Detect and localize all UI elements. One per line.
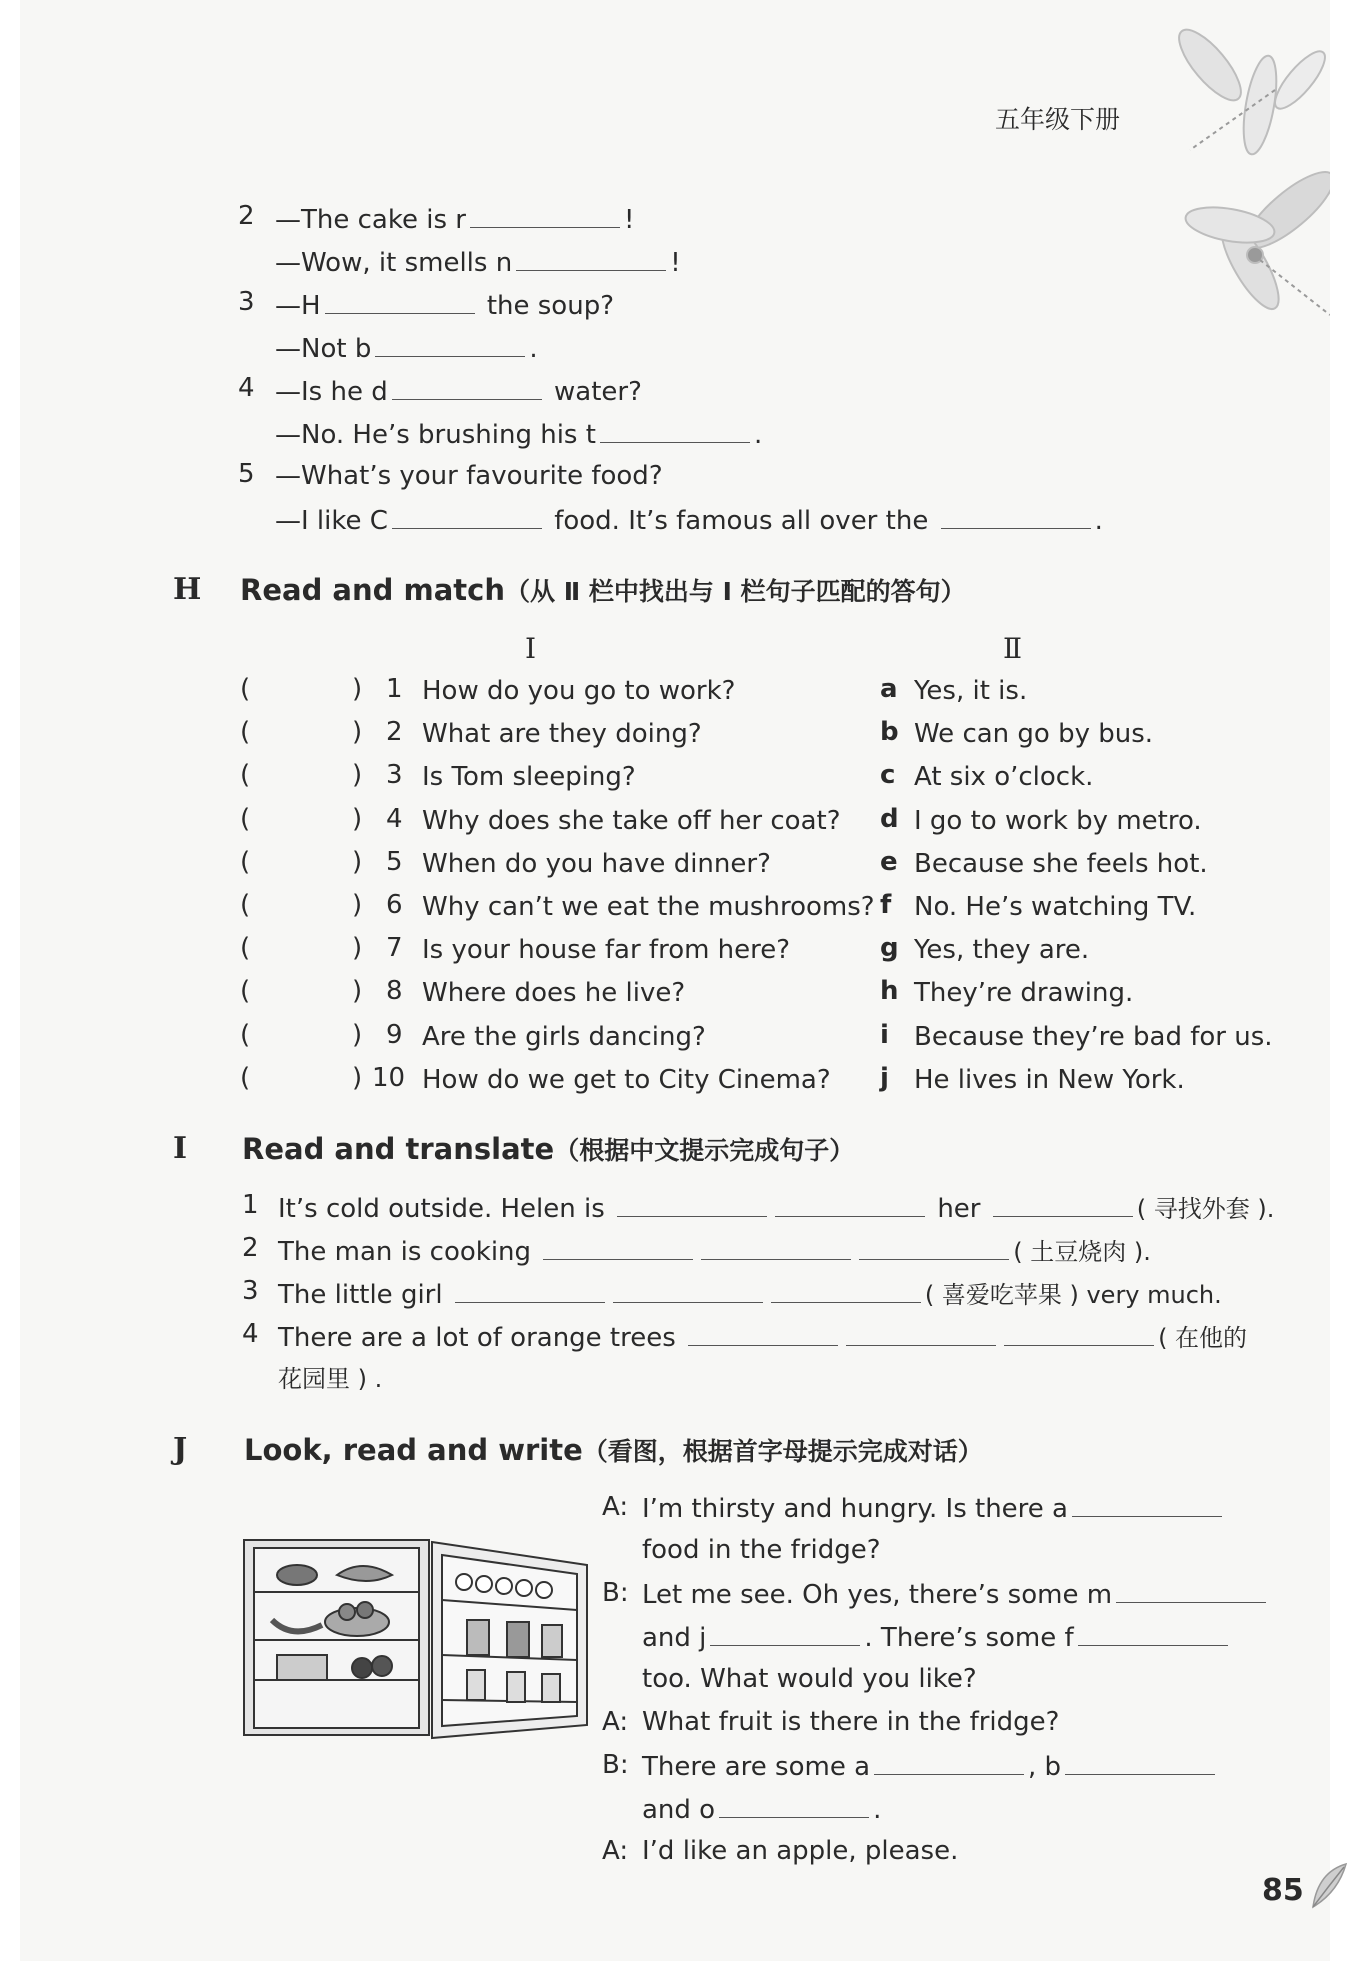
page-number: 85 (1262, 1873, 1304, 1908)
answer-blank[interactable] (455, 1276, 605, 1303)
dialogue-line: Let me see. Oh yes, there’s some m (642, 1576, 1270, 1612)
answer-letter: i (880, 1020, 889, 1050)
answer-slot[interactable] (255, 890, 350, 924)
answer-blank[interactable] (710, 1619, 860, 1646)
translate-sentence: The little girl ( 喜爱吃苹果 ) very much. (278, 1276, 1222, 1312)
answer-blank[interactable] (516, 244, 666, 271)
answer-blank[interactable] (1116, 1576, 1266, 1603)
answer-text: No. He’s watching TV. (914, 892, 1197, 922)
answer-letter: c (880, 760, 896, 790)
answer-blank[interactable] (613, 1276, 763, 1303)
item-number: 1 (242, 1190, 259, 1220)
answer-paren-right: ) (352, 1020, 363, 1050)
answer-blank[interactable] (719, 1791, 869, 1818)
answer-paren-right: ) (352, 760, 363, 790)
question-text: When do you have dinner? (422, 849, 771, 879)
section-title: Read and translate（根据中文提示完成句子） (242, 1132, 855, 1166)
answer-blank[interactable] (1072, 1490, 1222, 1517)
answer-text: Because she feels hot. (914, 849, 1208, 879)
answer-slot[interactable] (255, 1020, 350, 1054)
answer-blank[interactable] (325, 287, 475, 314)
question-text: How do you go to work? (422, 676, 736, 706)
answer-blank[interactable] (600, 416, 750, 443)
question-text: How do we get to City Cinema? (422, 1065, 831, 1095)
answer-slot[interactable] (255, 976, 350, 1010)
item-number: 4 (242, 1319, 259, 1349)
dialogue-line: and j . There’s some f (642, 1619, 1232, 1655)
question-number: 10 (372, 1063, 406, 1093)
dialogue-line: There are some a , b (642, 1748, 1219, 1784)
question-number: 2 (386, 717, 403, 747)
answer-paren-left: ( (240, 1063, 251, 1093)
translate-hint-continued: 花园里 ) . (278, 1365, 383, 1393)
answer-slot[interactable] (255, 1063, 350, 1097)
answer-paren-left: ( (240, 976, 251, 1006)
answer-letter: b (880, 717, 899, 747)
item-number: 3 (242, 1276, 259, 1306)
section-letter: H (173, 572, 202, 607)
question-number: 9 (386, 1020, 403, 1050)
answer-text: He lives in New York. (914, 1065, 1185, 1095)
answer-text: Yes, it is. (914, 676, 1028, 706)
column-header: Ⅱ (1003, 632, 1023, 665)
speaker-label: A: (602, 1836, 629, 1866)
answer-slot[interactable] (255, 674, 350, 708)
answer-letter: h (880, 976, 899, 1006)
question-number: 3 (386, 760, 403, 790)
answer-blank[interactable] (771, 1276, 921, 1303)
answer-text: Because they’re bad for us. (914, 1022, 1273, 1052)
translate-sentence: There are a lot of orange trees ( 在他的 (278, 1319, 1247, 1355)
answer-paren-left: ( (240, 760, 251, 790)
answer-blank[interactable] (846, 1319, 996, 1346)
answer-letter: a (880, 674, 898, 704)
question-text: Why can’t we eat the mushrooms? (422, 892, 875, 922)
question-text: Why does she take off her coat? (422, 806, 841, 836)
question-text: Where does he live? (422, 978, 686, 1008)
answer-blank[interactable] (392, 502, 542, 529)
answer-letter: f (880, 890, 892, 920)
answer-paren-right: ) (352, 890, 363, 920)
answer-slot[interactable] (255, 760, 350, 794)
answer-paren-left: ( (240, 804, 251, 834)
speaker-label: A: (602, 1707, 629, 1737)
question-text: Are the girls dancing? (422, 1022, 706, 1052)
item-number: 3 (238, 287, 255, 317)
item-number: 4 (238, 373, 255, 403)
section-letter: J (173, 1432, 188, 1467)
speaker-label: B: (602, 1578, 629, 1608)
answer-paren-right: ) (352, 674, 363, 704)
dialogue-line: too. What would you like? (642, 1664, 977, 1694)
column-header: Ⅰ (525, 632, 537, 665)
dragonfly-decoration (1150, 10, 1330, 370)
answer-paren-right: ) (352, 1063, 363, 1093)
answer-letter: d (880, 804, 899, 834)
answer-paren-right: ) (352, 933, 363, 963)
question-text: What are they doing? (422, 719, 702, 749)
answer-paren-left: ( (240, 674, 251, 704)
answer-blank[interactable] (874, 1748, 1024, 1775)
leaf-icon (1308, 1862, 1348, 1912)
question-number: 6 (386, 890, 403, 920)
dialogue-line: I’d like an apple, please. (642, 1836, 959, 1866)
answer-paren-right: ) (352, 847, 363, 877)
answer-blank[interactable] (775, 1190, 925, 1217)
answer-paren-left: ( (240, 717, 251, 747)
dialogue-line: —Is he d water? (275, 373, 642, 409)
speaker-label: B: (602, 1750, 629, 1780)
question-text: Is Tom sleeping? (422, 762, 636, 792)
dialogue-line: —H the soup? (275, 287, 614, 323)
answer-letter: e (880, 847, 898, 877)
answer-blank[interactable] (1004, 1319, 1154, 1346)
answer-paren-right: ) (352, 717, 363, 747)
dialogue-line: —No. He’s brushing his t . (275, 416, 762, 452)
dialogue-line: food in the fridge? (642, 1535, 881, 1565)
answer-paren-right: ) (352, 804, 363, 834)
section-title: Look, read and write（看图，根据首字母提示完成对话） (244, 1433, 983, 1467)
answer-blank[interactable] (470, 201, 620, 228)
answer-text: I go to work by metro. (914, 806, 1202, 836)
workbook-page (20, 0, 1330, 1961)
answer-blank[interactable] (375, 330, 525, 357)
answer-paren-right: ) (352, 976, 363, 1006)
answer-blank[interactable] (688, 1319, 838, 1346)
answer-slot[interactable] (255, 933, 350, 967)
answer-blank[interactable] (543, 1233, 693, 1260)
dialogue-line: What fruit is there in the fridge? (642, 1707, 1060, 1737)
question-number: 5 (386, 847, 403, 877)
speaker-label: A: (602, 1492, 629, 1522)
answer-blank[interactable] (993, 1190, 1133, 1217)
section-title: Read and match（从 Ⅱ 栏中找出与 Ⅰ 栏句子匹配的答句） (240, 573, 966, 607)
dialogue-line: —I like C food. It’s famous all over the . (275, 502, 1103, 538)
dialogue-line: —The cake is r ! (275, 201, 634, 237)
answer-slot[interactable] (255, 717, 350, 751)
answer-text: They’re drawing. (914, 978, 1134, 1008)
answer-text: We can go by bus. (914, 719, 1154, 749)
question-text: Is your house far from here? (422, 935, 791, 965)
question-number: 8 (386, 976, 403, 1006)
dialogue-line: —Not b . (275, 330, 538, 366)
answer-blank[interactable] (392, 373, 542, 400)
answer-paren-left: ( (240, 1020, 251, 1050)
answer-blank[interactable] (859, 1233, 1009, 1260)
dialogue-line: —What’s your favourite food? (275, 461, 663, 491)
dialogue-line: —Wow, it smells n ! (275, 244, 681, 280)
dialogue-line: and o . (642, 1791, 881, 1827)
answer-letter: j (880, 1063, 889, 1093)
section-letter: I (173, 1131, 188, 1166)
answer-blank[interactable] (701, 1233, 851, 1260)
answer-paren-left: ( (240, 847, 251, 877)
translate-sentence: The man is cooking ( 土豆烧肉 ). (278, 1233, 1151, 1269)
item-number: 2 (238, 201, 255, 231)
answer-slot[interactable] (255, 847, 350, 881)
question-number: 1 (386, 674, 403, 704)
fridge-illustration (242, 1530, 592, 1745)
answer-blank[interactable] (1065, 1748, 1215, 1775)
item-number: 5 (238, 459, 255, 489)
answer-slot[interactable] (255, 804, 350, 838)
answer-paren-left: ( (240, 890, 251, 920)
item-number: 2 (242, 1233, 259, 1263)
answer-blank[interactable] (1078, 1619, 1228, 1646)
answer-text: At six o’clock. (914, 762, 1094, 792)
question-number: 4 (386, 804, 403, 834)
answer-letter: g (880, 933, 899, 963)
question-number: 7 (386, 933, 403, 963)
translate-sentence: It’s cold outside. Helen is her ( 寻找外套 ). (278, 1190, 1274, 1226)
dialogue-line: I’m thirsty and hungry. Is there a (642, 1490, 1226, 1526)
answer-blank[interactable] (941, 502, 1091, 529)
answer-blank[interactable] (617, 1190, 767, 1217)
grade-label: 五年级下册 (994, 105, 1120, 134)
answer-paren-left: ( (240, 933, 251, 963)
answer-text: Yes, they are. (914, 935, 1090, 965)
